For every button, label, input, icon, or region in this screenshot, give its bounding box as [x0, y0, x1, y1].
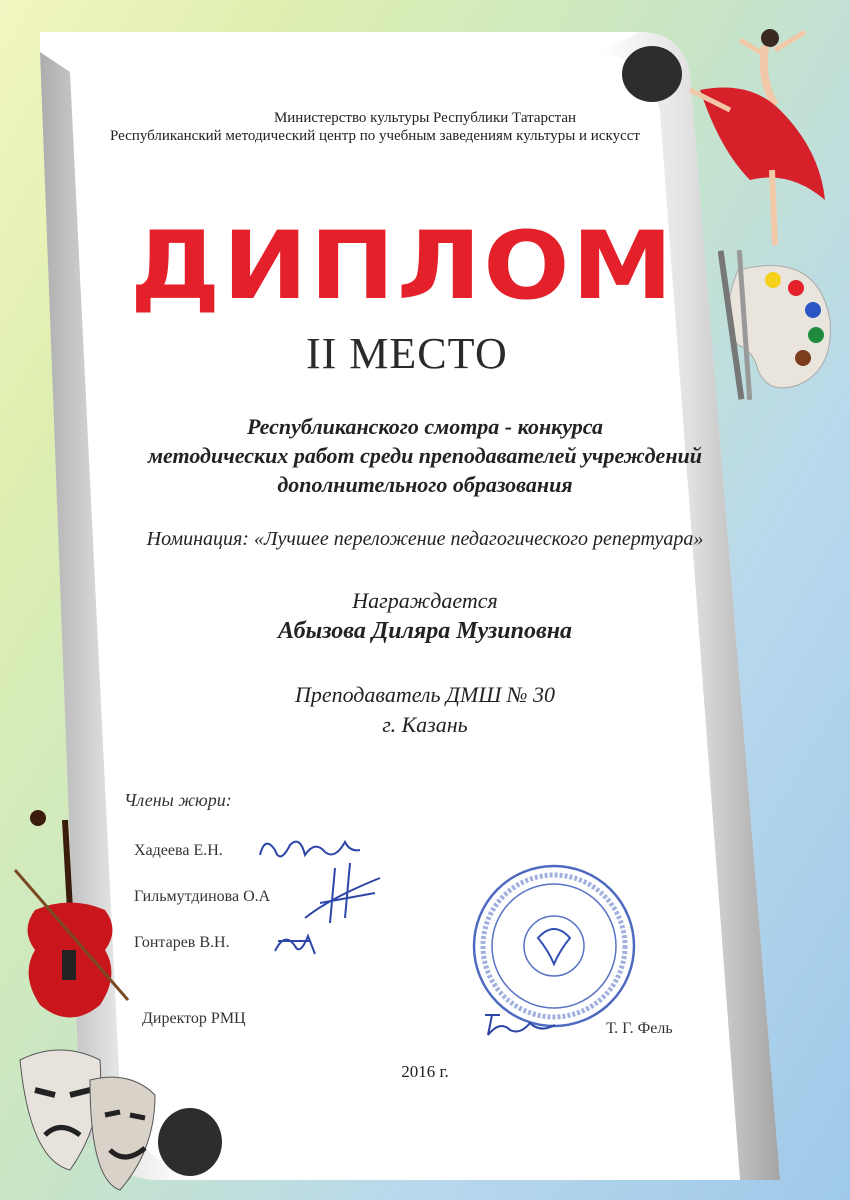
ministry-name: Министерство культуры Республики Татарстан — [273, 110, 577, 126]
ballerina-illustration — [680, 20, 830, 250]
jury-title: Члены жюри: — [124, 790, 232, 810]
diploma-title: ДИПЛОМ — [130, 212, 675, 321]
contest-line-2: методических работ среди преподавателей учреждений — [147, 443, 703, 468]
signature-gontarev — [270, 926, 320, 962]
awardee-name: Абызова Диляра Музиповна — [277, 618, 573, 644]
director-label: Директор РМЦ — [142, 1010, 246, 1027]
signature-director — [480, 1005, 560, 1040]
contest-line-1: Республиканского смотра - конкурса — [247, 414, 603, 439]
contest-line-3: дополнительного образования — [277, 472, 573, 497]
center-name: Республиканский методический центр по учебным заведениям культуры и искусст — [110, 128, 640, 144]
awardee-position: Преподаватель ДМШ № 30 — [294, 682, 556, 707]
place-label: II МЕСТО — [306, 329, 508, 378]
paint-palette-illustration — [718, 250, 836, 400]
jury-member: Гонтарев В.Н. — [134, 934, 230, 951]
year: 2016 г. — [401, 1062, 449, 1081]
jury-member: Гильмутдинова О.А — [134, 888, 271, 905]
signature-gilmutdinova — [300, 858, 390, 928]
violin-illustration — [10, 800, 135, 1030]
jury-member: Хадеева Е.Н. — [134, 842, 223, 859]
awarded-label: Награждается — [352, 588, 498, 613]
awardee-city: г. Казань — [382, 712, 468, 737]
nomination: Номинация: «Лучшее переложение педагогического репертуара» — [146, 528, 704, 550]
director-name: Т. Г. Фель — [606, 1020, 673, 1037]
